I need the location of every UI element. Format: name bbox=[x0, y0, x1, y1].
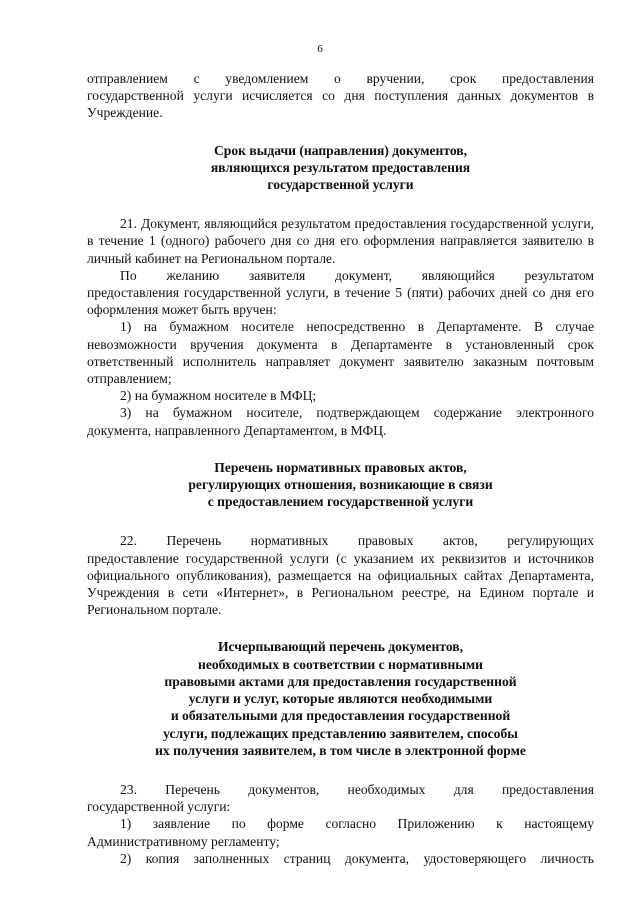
heading-line: и обязательными для предоставления государственной bbox=[170, 708, 511, 724]
heading-line: необходимых в соответствии с нормативными bbox=[197, 656, 484, 672]
heading-line: Перечень нормативных правовых актов, bbox=[214, 459, 467, 475]
paragraph-21: 21. Документ, являющийся результатом предоставления государственной услуги, в течение 1 (одного) рабочего дня со дня его оформления направляется заявителю в личный кабинет на Региональном портале. bbox=[87, 216, 594, 266]
paragraph-23-item2: 2) копия заполненных страниц документа, удостоверяющего личность bbox=[120, 850, 594, 866]
heading-legal-acts bbox=[87, 459, 594, 511]
heading-line: с предоставлением государственной услуги bbox=[207, 494, 474, 510]
paragraph-22-line1: 22. Перечень нормативных правовых актов, регулирующих bbox=[120, 533, 594, 549]
intro-rest: государственной услуги исчисляется со дня поступления данных документов в Учреждение. bbox=[87, 88, 594, 121]
heading-line: Срок выдачи (направления) документов, bbox=[213, 142, 468, 158]
paragraph-22-rest: предоставление государственной услуги (с указанием их реквизитов и источников официального опубликования), размещается на официальных сайтах Департамента, Учреждения в сети «Интернет», в Региональном реестре, на Едином портале и Региональном портале. bbox=[87, 550, 594, 618]
heading-line: государственной услуги bbox=[267, 177, 414, 193]
intro-line1: отправлением с уведомлением о вручении, срок предоставления bbox=[87, 71, 594, 86]
heading-line: являющихся результатом предоставления bbox=[210, 159, 471, 175]
heading-line: услуги, подлежащих представлению заявителем, способы bbox=[163, 725, 518, 741]
paragraph-21b-rest: предоставления государственной услуги, в течение 5 (пяти) рабочих дней со дня его оформления может быть вручен: bbox=[87, 285, 594, 318]
heading-line: Исчерпывающий перечень документов, bbox=[217, 639, 464, 655]
paragraph-21-item2: 2) на бумажном носителе в МФЦ; bbox=[120, 388, 317, 404]
page-number: 6 bbox=[317, 43, 323, 55]
paragraph-23-item1-rest: Административному регламенту; bbox=[87, 833, 280, 849]
heading-line: их получения заявителем, в том числе в электронной форме bbox=[155, 742, 526, 758]
document-body bbox=[87, 70, 594, 867]
heading-line: правовыми актами для предоставления государственной bbox=[164, 673, 517, 689]
paragraph-23-rest: государственной услуги: bbox=[87, 799, 231, 815]
heading-result-term bbox=[87, 142, 594, 194]
paragraph-21-item1: 1) на бумажном носителе непосредственно в Департаменте. В случае невозможности вручения документа в Департаменте в установленный срок ответственный исполнитель направляет документ заявителю заказным почтовым отправлением; bbox=[87, 319, 594, 387]
paragraph-23-item1-line1: 1) заявление по форме согласно Приложению к настоящему bbox=[120, 816, 594, 832]
heading-line: регулирующих отношения, возникающие в связи bbox=[188, 477, 493, 493]
paragraph-23-line1: 23. Перечень документов, необходимых для предоставления bbox=[120, 781, 594, 797]
heading-documents-list bbox=[87, 638, 594, 758]
heading-line: услуги и услуг, которые являются необходимыми bbox=[188, 691, 493, 707]
paragraph-21b-line1: По желанию заявителя документ, являющийся результатом bbox=[120, 267, 594, 283]
paragraph-21-item3: 3) на бумажном носителе, подтверждающем содержание электронного документа, направленного Департаментом, в МФЦ. bbox=[87, 405, 594, 438]
